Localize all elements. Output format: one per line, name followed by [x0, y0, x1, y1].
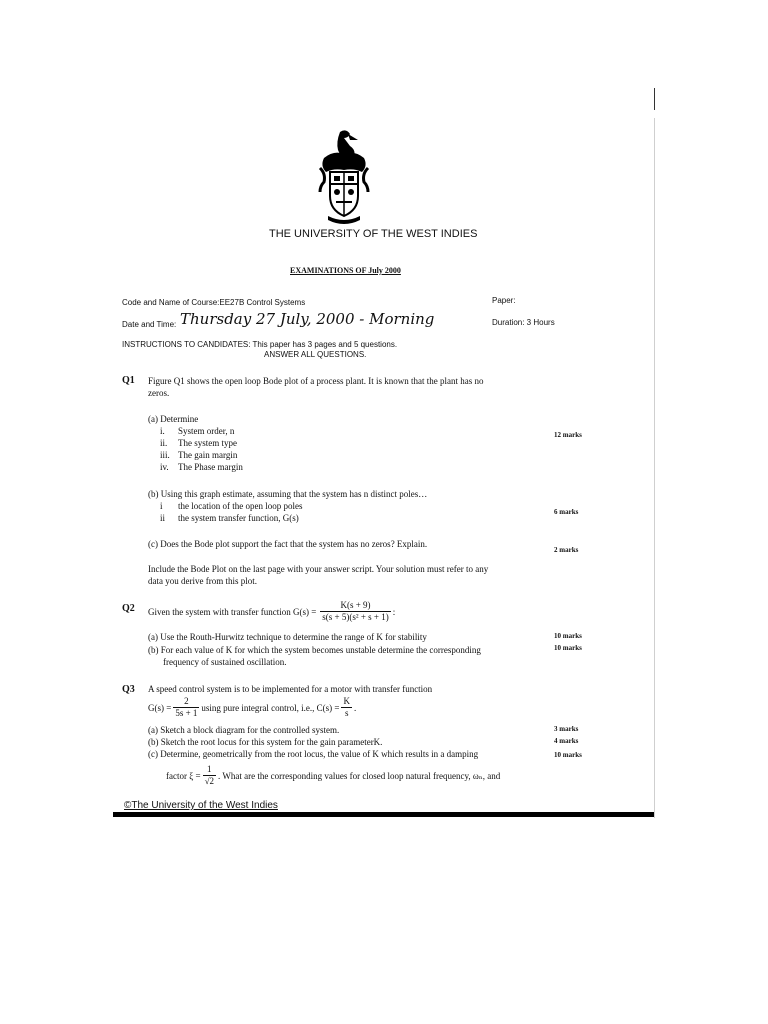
scan-edge-mark	[654, 88, 655, 110]
q2a-text: (a) Use the Routh-Hurwitz technique to determine the range of K for stability	[148, 632, 427, 642]
copyright-footer: ©The University of the West Indies	[124, 800, 278, 811]
q2-number: Q2	[122, 603, 135, 614]
course-label: Code and Name of Course:EE27B Control Systems	[122, 298, 306, 307]
q3a-text: (a) Sketch a block diagram for the controlled system.	[148, 725, 340, 735]
q3-equation: G(s) = $\frac{2}{5s + 1}$ using pure integral control, i.e., C(s) = $\frac{K}{s}$ .	[148, 696, 357, 718]
q1b-heading: (b) Using this graph estimate, assuming that the system has n distinct poles…	[148, 489, 428, 499]
q3b-text: (b) Sketch the root locus for this system for the gain parameterK.	[148, 737, 383, 747]
q1-note-line2: data you derive from this plot.	[148, 576, 257, 586]
q1-intro-line2: zeros.	[148, 388, 170, 398]
q1a-item: iv. The Phase margin	[160, 462, 243, 472]
q3c-factor-line: factor ξ = $\frac{1}{√2}$ . What are the corresponding values for closed loop natural frequency, ωₙ, and	[166, 764, 501, 786]
q1b-marks: 6 marks	[554, 508, 579, 516]
q1-note-line1: Include the Bode Plot on the last page with your answer script. Your solution must refer to any	[148, 564, 489, 574]
q1b-item: ii the system transfer function, G(s)	[160, 513, 299, 523]
q1b-item: i the location of the open loop poles	[160, 501, 303, 511]
q1c-marks: 2 marks	[554, 546, 579, 554]
q2-transfer-function: $\frac{K(s + 9)}{\text{s(s + 5)(s² + s + 1)}}$	[322, 600, 389, 622]
answer-all-text: ANSWER ALL QUESTIONS.	[264, 350, 367, 359]
q1a-item: i. System order, n	[160, 426, 235, 436]
q3-intro: A speed control system is to be implemented for a motor with transfer function	[148, 684, 433, 694]
q3c-marks: 10 marks	[554, 751, 582, 759]
instructions-text: INSTRUCTIONS TO CANDIDATES: This paper has 3 pages and 5 questions.	[122, 340, 398, 349]
university-name: THE UNIVERSITY OF THE WEST INDIES	[269, 228, 478, 240]
date-label: Date and Time:	[122, 320, 177, 329]
q2-given: Given the system with transfer function G(s) = $\frac{K(s + 9)}{\text{s(s + 5)(s² + s + 1)}}$ :	[148, 600, 396, 622]
exam-title: EXAMINATIONS OF July 2000	[290, 266, 401, 275]
q2b-marks: 10 marks	[554, 644, 582, 652]
q3-plant-fraction: $\frac{2}{5s + 1}$	[175, 696, 198, 718]
q1-intro-line1: Figure Q1 shows the open loop Bode plot of a process plant. It is known that the plant has no	[148, 376, 484, 386]
duration-label: Duration: 3 Hours	[492, 318, 555, 327]
paper-label: Paper:	[492, 296, 516, 305]
q1a-item: ii. The system type	[160, 438, 237, 448]
scan-edge-line	[654, 118, 655, 818]
q3c-text: (c) Determine, geometrically from the root locus, the value of K which results in a damping	[148, 749, 479, 759]
q2b-text-line2: frequency of sustained oscillation.	[163, 657, 287, 667]
q1a-marks: 12 marks	[554, 431, 582, 439]
q3-controller-fraction: $\frac{K}{s}$	[343, 696, 350, 718]
footer-rule	[113, 812, 654, 817]
q3-number: Q3	[122, 684, 135, 695]
q3b-marks: 4 marks	[554, 737, 579, 745]
q1-number: Q1	[122, 375, 135, 386]
q3-damping-fraction: $\frac{1}{√2}$	[204, 764, 215, 786]
handwritten-date: Thursday 27 July, 2000 - Morning	[180, 310, 435, 328]
q1a-item: iii. The gain margin	[160, 450, 238, 460]
q2b-text-line1: (b) For each value of K for which the system becomes unstable determine the corresponding	[148, 645, 481, 655]
q1a-heading: (a) Determine	[148, 414, 199, 424]
q2a-marks: 10 marks	[554, 632, 582, 640]
university-crest-logo	[318, 128, 370, 224]
q1c-text: (c) Does the Bode plot support the fact that the system has no zeros? Explain.	[148, 539, 428, 549]
q3a-marks: 3 marks	[554, 725, 579, 733]
